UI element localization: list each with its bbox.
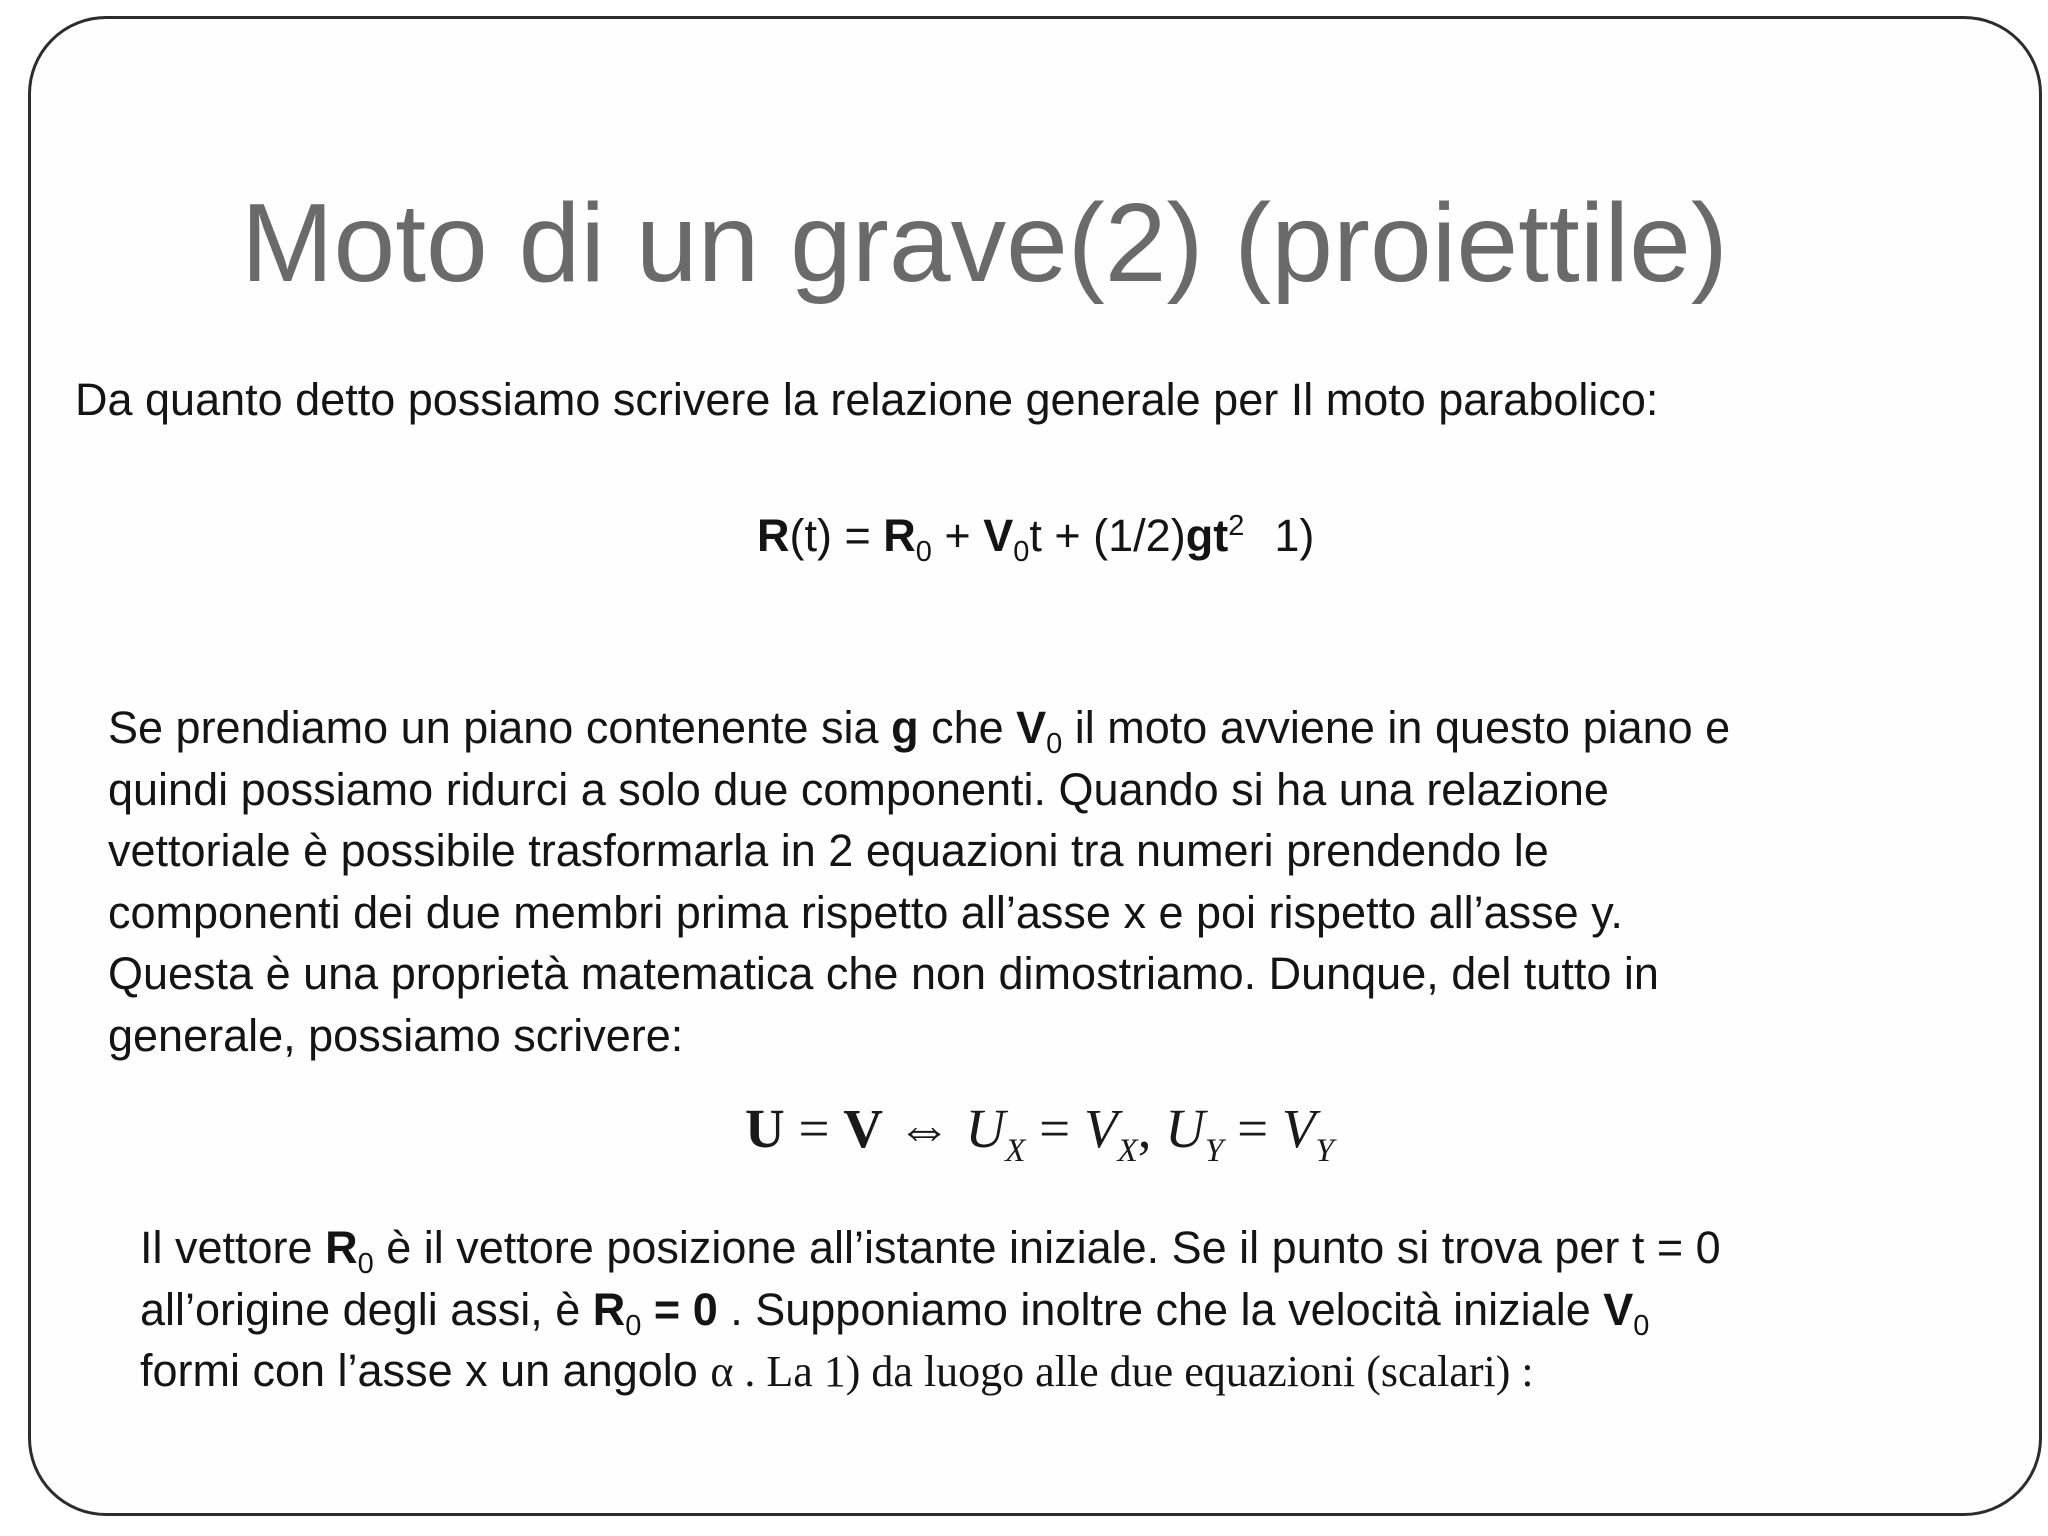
equation-1	[757, 510, 1315, 568]
para2-V0: V	[1603, 1283, 1634, 1335]
para1-line-4: componenti dei due membri prima rispetto all’asse x e poi rispetto all’asse y.	[108, 886, 1623, 938]
eq1-sub0b: 0	[1013, 536, 1030, 568]
eq1-sup2: 2	[1228, 510, 1245, 542]
eq2-iff: ⇔	[883, 1098, 966, 1159]
eq1-R: R	[757, 510, 790, 561]
slide-title: Moto di un grave(2) (proiettile)	[241, 181, 1728, 305]
eq1-g: g	[1185, 510, 1214, 561]
eq2-V: V	[843, 1098, 883, 1159]
paragraph-2	[140, 1217, 2040, 1403]
equation-2: U = V ⇔ $U_X = V_X$, $U_Y = V_Y$	[745, 1098, 1334, 1169]
para1-line-6: generale, possiamo scrivere:	[108, 1009, 684, 1061]
para2-zero: 0	[692, 1283, 718, 1335]
para1-line-2: quindi possiamo ridurci a solo due componenti. Quando si ha una relazione	[108, 763, 1609, 815]
paragraph-1	[108, 697, 2028, 1066]
para1-line-1: Se prendiamo un piano contenente sia g che $V_0$ il moto avviene in questo piano e	[108, 702, 1731, 760]
eq1-R0: R	[883, 510, 916, 561]
intro-text: Da quanto detto possiamo scrivere la relazione generale per Il moto parabolico:	[75, 374, 1659, 425]
para1-g: g	[891, 702, 919, 753]
eq1-t: t	[1213, 510, 1229, 561]
eq1-t-paren: (t) =	[789, 510, 884, 561]
eq2-U: U	[745, 1098, 785, 1159]
para1-V: V	[1016, 702, 1047, 753]
para2-line-2: all’origine degli assi, è $R_0 = 0$ . Supponiamo inoltre che la velocità iniziale $V_0$	[140, 1283, 1650, 1342]
eq1-number: 1)	[1274, 510, 1315, 561]
slide-frame	[28, 16, 2042, 1516]
para1-line-5: Questa è una proprietà matematica che non dimostriamo. Dunque, del tutto in	[108, 948, 1659, 999]
para2-line-1: Il vettore $R_0$ è il vettore posizione all’istante iniziale. Se il punto si trova per t = 0	[140, 1222, 1721, 1280]
eq1-V0: V	[983, 510, 1014, 561]
eq1-plus: +	[931, 510, 984, 561]
eq1-t-plus: t + (1/2)	[1029, 510, 1186, 561]
para1-line-3: vettoriale è possibile trasformarla in 2 equazioni tra numeri prendendo le	[108, 825, 1549, 876]
eq1-sub0a: 0	[915, 536, 932, 568]
para2-line-3: formi con l’asse x un angolo α . La 1) da luogo alle due equazioni (scalari) :	[140, 1345, 1534, 1396]
para2-R0: R	[325, 1222, 358, 1273]
para2-serif-text: α . La 1) da luogo alle due equazioni (scalari) :	[710, 1347, 1534, 1396]
